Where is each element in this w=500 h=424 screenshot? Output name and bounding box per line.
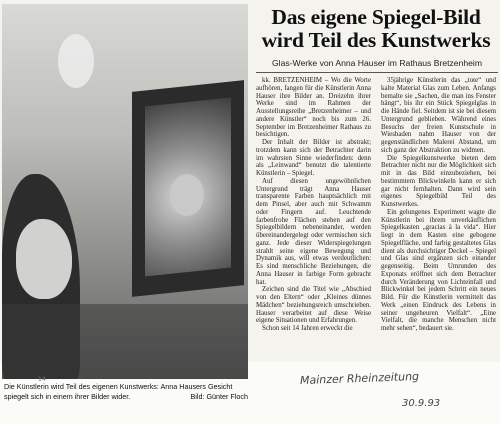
handwritten-source: Mainzer Rheinzeitung [299,369,420,388]
artist-photo [2,4,248,379]
paragraph: kk. BRETZENHEIM – Wo die Worte aufhören, fangen für die Künstlerin Anna Hauser ihre Bilder an. Dreizehn ihrer Werke sind im Rahmen der Ausstellungsreihe „Bretzenheimer – und andere Künstler“ noch bis zum 26. September im Bretzenheimer Rathaus zu besichtigen. [256,77,371,139]
paragraph: Schon seit 14 Jahren erweckt die [262,325,353,332]
subheadline: Glas-Werke von Anna Hauser im Rathaus Bretzenheim [271,58,482,68]
reflected-face [170,174,204,216]
paragraph: Die Spiegelkunstwerke bieten dem Betrachter nicht nur die Möglichkeit sich mit in das Bild einzubeziehen, bei bestimmtem Blickwinkeln kann er sich gar nicht fernhalten. Dann wird sein eigenes Spiegelbild Teil des Kunstwerkes. [381,154,496,208]
paragraph: Der Inhalt der Bilder ist abstrakt; trotzdem kann sich der Betrachter darin im wahrsten Sinne wiederfinden: denn als „Leinwand“ benutzt die talentierte Künstlerin – Spiegel. [256,139,371,177]
handwritten-date: 30.9.93 [402,398,441,409]
stamp-mark: 14 [38,376,46,383]
artist-face [16,219,72,299]
caption-text: Die Künstlerin wird Teil des eigenen Kunstwerks: Anna Hausers Gesicht spiegelt sich in einem ihrer Bilder wider. [4,382,233,401]
article-column-2 [381,77,496,377]
article-column-1 [256,77,371,377]
light-reflection [58,34,94,88]
divider [256,72,498,73]
photo-caption [4,382,248,402]
paragraph: Auf diesen ungewöhnlichen Untergrund trägt Anna Hauser transparente Farben hauptsächlich mit dem Pinsel, aber auch mit Schwamm oder Fingern auf. Leuchtende farbenfrohe Flächen stehen auf den Spiegelbildern nebeneinander, werden übereinandergelegt oder vermischen sich ganz. Jede dieser Widerspiegelungen strahlt seine eigene Bewegung und Dynamik aus, will etwas verdeutlichen: Es sind menschliche Beziehungen, die Anna Hauser in farbige Form gebracht hat. [256,177,371,286]
headline: Das eigene Spiegel-Bild wird Teil des Kunstwerks [261,5,491,52]
paragraph: Ein gelungenes Experiment wagte die Künstlerin bei ihrem unverkäuflichen Spiegelkasten „gracias à la vida“. Hier liegt in dem Kasten eine gebogene Spiegelfläche, und farbig gestaltetes Glas dient als durchsichtiger Deckel – Spiegel und Glas sind ergänzen sich einander gegenseitig. Beim Umrunden des Exponats eröffnet sich dem Betrachter durch Veränderung von Lichteinfall und Blickwinkel bei jedem Schritt ein neues Bild. Für die Künstlerin vermittelt das Werk „einen Eindruck des Lebens in seiner ungeheuren Vielfalt“. „Eine Vielfalt, die manche Menschen nicht mehr sehen“, bedauert sie. [381,208,496,332]
photo-credit: Bild: Günter Floch [190,392,248,401]
paragraph: 35jährige Künstlerin das „tote“ und kalte Material Glas zum Leben. Anfangs bemalte sie „Sachen, die man ins Fenster hängt“, bis ihr ein Stück Spiegelglas in die Hände fiel. Seitdem ist sie bei diesem Untergrund geblieben. Während eines Besuchs der freien Kunstschule in Wiesbaden nahm Hauser von der gegenständlichen Malerei Abstand, um sich ganz der Abstraktion zu widmen. [381,77,496,154]
paragraph: Zeichen sind die Titel wie „Abschied von den Eltern“ oder „Kleines dünnes Mädchen“ beziehungsreich umschrieben. Hauser verarbeitet auf diese Weise eigene Situationen und Erfahrungen. [256,286,371,325]
